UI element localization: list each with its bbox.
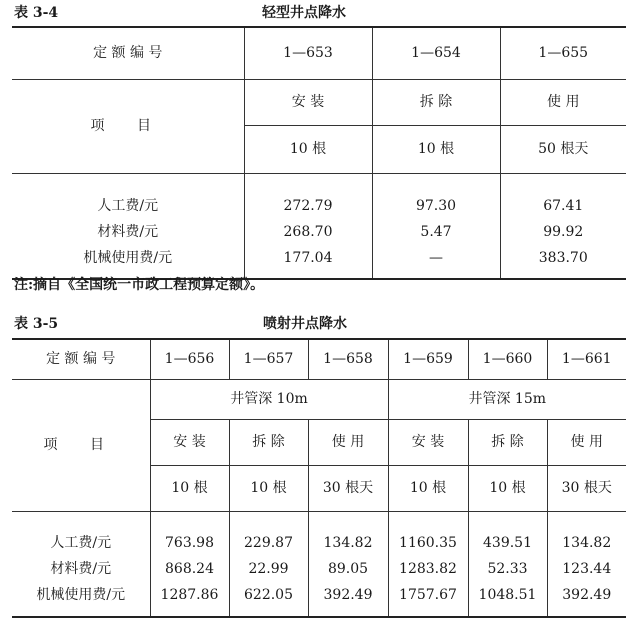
table1-code: 1—655 — [500, 27, 626, 79]
table1-cell: 177.04 — [283, 249, 333, 266]
table2-op: 使 用 — [308, 419, 388, 465]
table1-row-label: 人工费/元 — [97, 197, 159, 214]
table1-item-label: 项 目 — [12, 79, 244, 173]
table1-title: 轻型井点降水 — [262, 5, 346, 21]
table2-col-values — [468, 511, 547, 617]
table2-cell: 868.24 — [165, 560, 214, 577]
table2-row-labels — [12, 511, 150, 617]
table2-col-values — [229, 511, 308, 617]
table2-cell: 1048.51 — [478, 586, 537, 603]
table2-cell: 134.82 — [562, 534, 612, 551]
table2-col-values — [388, 511, 468, 617]
table2 — [12, 338, 626, 618]
table1-code-row — [12, 27, 626, 79]
table2-row-label: 人工费/元 — [50, 534, 112, 551]
table2-title: 喷射井点降水 — [263, 316, 347, 332]
table2-unit: 10 根 — [229, 465, 308, 511]
table2-op: 安 装 — [150, 419, 229, 465]
table2-code: 1—658 — [308, 339, 388, 379]
table2-cell: 392.49 — [323, 586, 373, 603]
table2-code: 1—659 — [388, 339, 468, 379]
table2-unit: 30 根天 — [547, 465, 626, 511]
table2-cell: 622.05 — [244, 586, 293, 603]
table1-cell: 272.79 — [283, 197, 333, 214]
table1-unit: 10 根 — [372, 125, 500, 173]
table2-group: 井管深 10m — [150, 379, 388, 419]
table1 — [12, 26, 626, 280]
table1-cell: 97.30 — [415, 197, 457, 214]
table1-op: 使 用 — [500, 79, 626, 125]
table2-op: 拆 除 — [229, 419, 308, 465]
table2-code: 1—660 — [468, 339, 547, 379]
table1-col-values — [244, 173, 372, 279]
table2-col-values — [547, 511, 626, 617]
table2-cell: 22.99 — [248, 560, 289, 577]
table1-col-values — [372, 173, 500, 279]
table1-col-values — [500, 173, 626, 279]
table2-item-label: 项 目 — [12, 379, 150, 511]
table2-cell: 52.33 — [487, 560, 528, 577]
table1-row-label: 机械使用费/元 — [83, 249, 173, 266]
table1-cell: 5.47 — [420, 223, 452, 240]
table1-unit: 50 根天 — [500, 125, 626, 173]
table1-code: 1—653 — [244, 27, 372, 79]
table2-row-label: 材料费/元 — [50, 560, 112, 577]
table2-col-values — [150, 511, 229, 617]
table2-cell: 1757.67 — [399, 586, 457, 603]
table2-cell: 1287.86 — [160, 586, 219, 603]
table2-cell: 134.82 — [323, 534, 373, 551]
table1-header-label: 定 额 编 号 — [12, 27, 244, 79]
table1-number: 表 3-4 — [14, 5, 59, 21]
table1-data-row — [12, 173, 626, 279]
table2-cell: 1283.82 — [399, 560, 457, 577]
table1-unit: 10 根 — [244, 125, 372, 173]
table2-cell: 89.05 — [327, 560, 369, 577]
table2-row-label: 机械使用费/元 — [36, 586, 126, 603]
table1-cell: 67.41 — [543, 197, 584, 214]
table1-row-labels — [12, 173, 244, 279]
table2-col-values — [308, 511, 388, 617]
table2-cell: 1160.35 — [399, 534, 457, 551]
table2-code: 1—661 — [547, 339, 626, 379]
table2-code-row — [12, 339, 626, 379]
table2-unit: 10 根 — [388, 465, 468, 511]
table2-cell: 123.44 — [562, 560, 612, 577]
table2-number: 表 3-5 — [14, 316, 59, 332]
table2-cell: 392.49 — [562, 586, 612, 603]
table2-data-row — [12, 511, 626, 617]
table1-op-row — [12, 79, 626, 125]
table1-op: 拆 除 — [372, 79, 500, 125]
table2-op: 安 装 — [388, 419, 468, 465]
table2-cell: 763.98 — [165, 534, 214, 551]
table2-group-row — [12, 379, 626, 419]
table2-op: 使 用 — [547, 419, 626, 465]
table2-unit: 10 根 — [150, 465, 229, 511]
table1-cell: 99.92 — [543, 223, 584, 240]
table1-note: 注:摘自《全国统一市政工程预算定额》。 — [14, 277, 265, 293]
table1-cell: 383.70 — [538, 249, 588, 266]
table2-unit: 10 根 — [468, 465, 547, 511]
table2-unit: 30 根天 — [308, 465, 388, 511]
table1-code: 1—654 — [372, 27, 500, 79]
table1-cell: 268.70 — [283, 223, 333, 240]
table2-header-label: 定 额 编 号 — [12, 339, 150, 379]
table2-code: 1—657 — [229, 339, 308, 379]
table2-cell: 439.51 — [483, 534, 532, 551]
table2-op: 拆 除 — [468, 419, 547, 465]
table2-code: 1—656 — [150, 339, 229, 379]
table2-group: 井管深 15m — [388, 379, 626, 419]
table1-cell: — — [429, 249, 443, 266]
table2-cell: 229.87 — [244, 534, 293, 551]
table1-row-label: 材料费/元 — [97, 223, 159, 240]
table1-op: 安 装 — [244, 79, 372, 125]
